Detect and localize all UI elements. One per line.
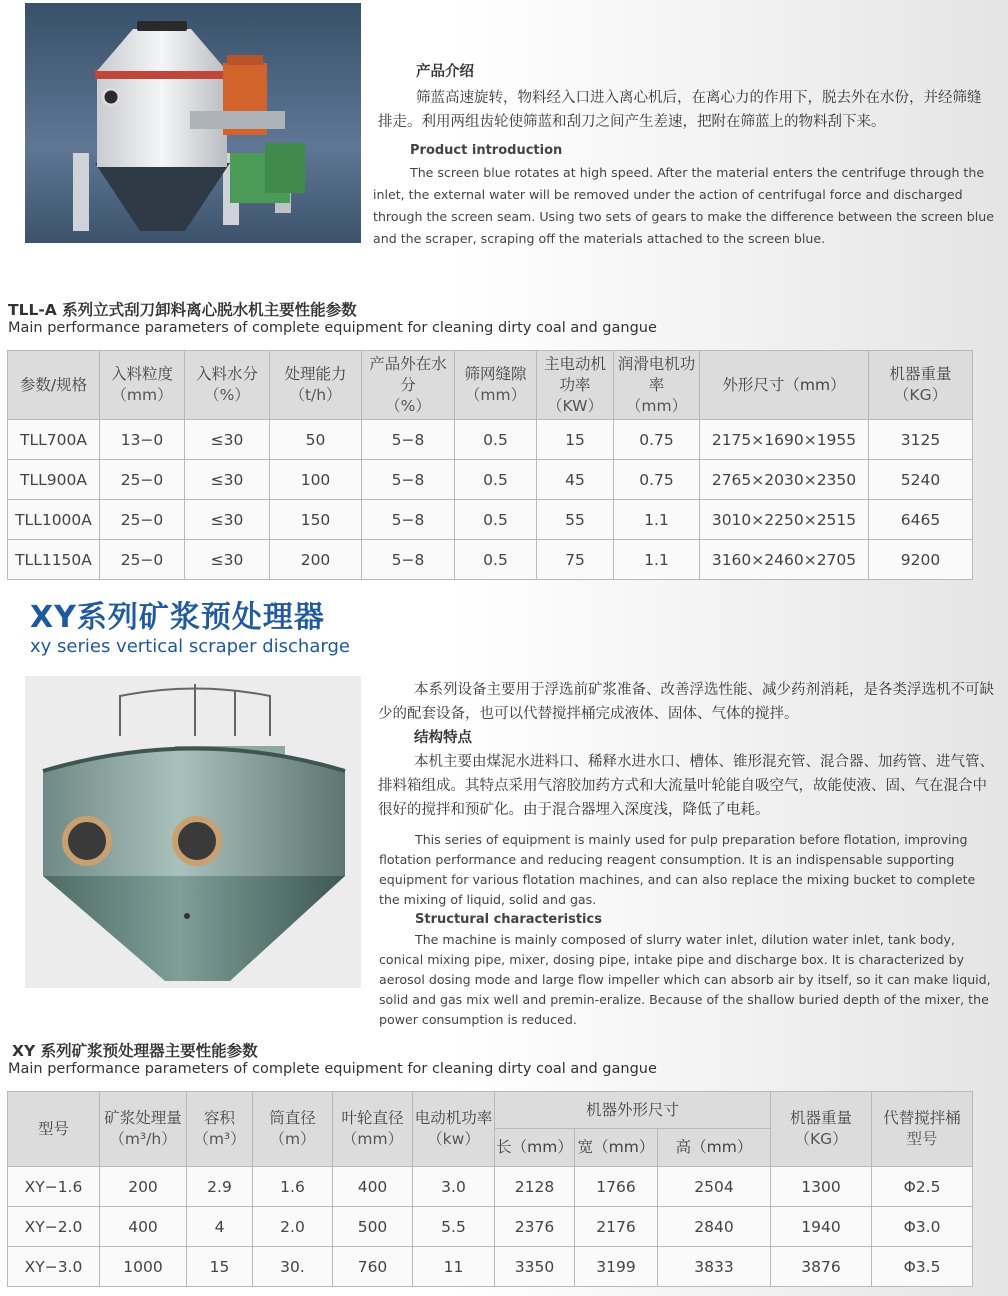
product-intro-cn xyxy=(378,60,993,134)
product-intro-en-title: Product introduction xyxy=(410,143,563,158)
xy-desc-en-heading: Structural characteristics xyxy=(415,912,602,927)
table-cell: 25−0 xyxy=(100,500,185,540)
xy-section-subtitle: xy series vertical scraper discharge xyxy=(30,636,350,657)
table-cell: 2840 xyxy=(658,1207,771,1247)
col-header: 代替搅拌桶 型号 xyxy=(872,1092,973,1167)
col-header: 宽（mm） xyxy=(575,1129,658,1167)
table-cell: 5−8 xyxy=(362,540,455,580)
table-cell: 0.5 xyxy=(455,460,537,500)
col-header: 产品外在水分 （%） xyxy=(362,351,455,420)
product-intro-en-text: The screen blue rotates at high speed. After the material enters the centrifuge through the inlet, the external water will be removed under the action of centrifugal force and discharged through the screen seam. Using two sets of gears to make the difference between the screen blue and the scraper, scraping off the materials attached to the screen blue. xyxy=(373,165,995,246)
col-header: 入料粒度 （mm） xyxy=(100,351,185,420)
table-cell: 5.5 xyxy=(413,1207,495,1247)
xy-desc-cn-heading: 结构特点 xyxy=(414,730,472,746)
table-cell: Φ3.0 xyxy=(872,1207,973,1247)
col-header: 处理能力 （t/h） xyxy=(270,351,362,420)
table-header-row xyxy=(8,351,973,420)
table2-title-en: Main performance parameters of complete equipment for cleaning dirty coal and gangue xyxy=(8,1061,657,1077)
xy-description-cn xyxy=(378,678,995,822)
col-header: 容积 （m³） xyxy=(187,1092,253,1167)
table-cell: 50 xyxy=(270,420,362,460)
table-cell: 75 xyxy=(537,540,614,580)
table-cell: 1940 xyxy=(771,1207,872,1247)
table-cell: 2504 xyxy=(658,1167,771,1207)
table-cell: TLL1150A xyxy=(8,540,100,580)
table-cell: XY−2.0 xyxy=(8,1207,100,1247)
table-cell: TLL1000A xyxy=(8,500,100,540)
product-intro-en xyxy=(373,140,995,250)
col-header: 高（mm） xyxy=(658,1129,771,1167)
table-cell: 400 xyxy=(100,1207,187,1247)
col-header: 长（mm） xyxy=(495,1129,575,1167)
table-row xyxy=(8,500,973,540)
table-row xyxy=(8,420,973,460)
table-cell: 3199 xyxy=(575,1247,658,1287)
table-row xyxy=(8,1247,973,1287)
table-cell: 6465 xyxy=(869,500,973,540)
table-cell: ≤30 xyxy=(185,500,270,540)
xy-desc-en-p2: The machine is mainly composed of slurry water inlet, dilution water inlet, tank body, conical mixing pipe, mixer, dosing pipe, intake pipe and discharge box. It is characterized by aerosol dosing mode and large flow impeller which can absorb air by itself, so it can make liquid, solid and gas mix well and premin-eralize. Because of the shallow buried depth of the mixer, the power consumption is reduced. xyxy=(379,932,991,1027)
table-cell: XY−3.0 xyxy=(8,1247,100,1287)
table-cell: 1.6 xyxy=(253,1167,333,1207)
col-header: 筛网缝隙 （mm） xyxy=(455,351,537,420)
table-cell: 2175×1690×1955 xyxy=(700,420,869,460)
table-cell: 15 xyxy=(537,420,614,460)
table-row xyxy=(8,1207,973,1247)
table-cell: 3350 xyxy=(495,1247,575,1287)
table1-title-en: Main performance parameters of complete equipment for cleaning dirty coal and gangue xyxy=(8,320,657,336)
table-cell: 1.1 xyxy=(614,540,700,580)
table-cell: 5−8 xyxy=(362,460,455,500)
col-header: 筒直径 （m） xyxy=(253,1092,333,1167)
table-cell: 1000 xyxy=(100,1247,187,1287)
table2-title-cn: XY 系列矿浆预处理器主要性能参数 xyxy=(12,1042,258,1060)
table-cell: TLL700A xyxy=(8,420,100,460)
table-cell: 2765×2030×2350 xyxy=(700,460,869,500)
table-cell: Φ3.5 xyxy=(872,1247,973,1287)
table-cell: ≤30 xyxy=(185,540,270,580)
table-row xyxy=(8,1167,973,1207)
table-cell: 3010×2250×2515 xyxy=(700,500,869,540)
table-cell: 0.5 xyxy=(455,500,537,540)
table-cell: 3876 xyxy=(771,1247,872,1287)
table-cell: 1766 xyxy=(575,1167,658,1207)
table-cell: 3.0 xyxy=(413,1167,495,1207)
table-cell: 500 xyxy=(333,1207,413,1247)
col-header: 机器外形尺寸 xyxy=(495,1092,771,1129)
xy-section-title: XY系列矿浆预处理器 xyxy=(30,600,325,635)
table-cell: 15 xyxy=(187,1247,253,1287)
tll-spec-table xyxy=(7,350,973,580)
table-cell: XY−1.6 xyxy=(8,1167,100,1207)
table-cell: 25−0 xyxy=(100,540,185,580)
table-cell: 0.5 xyxy=(455,540,537,580)
table-cell: TLL900A xyxy=(8,460,100,500)
col-header: 参数/规格 xyxy=(8,351,100,420)
product-intro-cn-text: 筛蓝高速旋转，物料经入口进入离心机后，在离心力的作用下，脱去外在水份，并经筛缝排走。利用两组齿轮使筛蓝和刮刀之间产生差速，把附在筛蓝上的物料刮下来。 xyxy=(378,90,982,130)
col-header: 叶轮直径 （mm） xyxy=(333,1092,413,1167)
table-cell: 200 xyxy=(270,540,362,580)
table-cell: 400 xyxy=(333,1167,413,1207)
table-header-row xyxy=(8,1092,973,1129)
xy-desc-en-p1: This series of equipment is mainly used for pulp preparation before flotation, improving flotation performance and reducing reagent consumption. It is an indispensable supporting equipment for various flotation machines, and can also replace the mixing bucket to complete the mixing of liquid, solid and gas. xyxy=(379,832,976,907)
table-cell: 2.9 xyxy=(187,1167,253,1207)
table-cell: ≤30 xyxy=(185,460,270,500)
col-header: 外形尺寸（mm） xyxy=(700,351,869,420)
table-cell: 2176 xyxy=(575,1207,658,1247)
table-cell: 45 xyxy=(537,460,614,500)
table-cell: 3125 xyxy=(869,420,973,460)
table-cell: 25−0 xyxy=(100,460,185,500)
table-cell: 3160×2460×2705 xyxy=(700,540,869,580)
product-intro-cn-title: 产品介绍 xyxy=(416,64,474,80)
xy-description-en xyxy=(379,830,997,1030)
table-cell: 100 xyxy=(270,460,362,500)
xy-spec-table xyxy=(7,1091,973,1287)
table-cell: 0.75 xyxy=(614,460,700,500)
xy-tank-photo xyxy=(25,676,361,988)
col-header: 机器重量 （KG） xyxy=(869,351,973,420)
col-header: 润滑电机功率 （mm） xyxy=(614,351,700,420)
table-cell: 1.1 xyxy=(614,500,700,540)
table-cell: 13−0 xyxy=(100,420,185,460)
table-cell: Φ2.5 xyxy=(872,1167,973,1207)
table-cell: 760 xyxy=(333,1247,413,1287)
col-header: 机器重量 （KG） xyxy=(771,1092,872,1167)
table-cell: 0.75 xyxy=(614,420,700,460)
table-cell: 55 xyxy=(537,500,614,540)
table-row xyxy=(8,540,973,580)
col-header: 电动机功率 （kw） xyxy=(413,1092,495,1167)
table-cell: 2128 xyxy=(495,1167,575,1207)
table-cell: 30. xyxy=(253,1247,333,1287)
xy-desc-cn-p2: 本机主要由煤泥水进料口、稀释水进水口、槽体、锥形混充管、混合器、加药管、进气管、排料箱组成。其特点采用气溶胶加药方式和大流量叶轮能自吸空气，故能使液、固、气在混合中很好的搅拌和预矿化。由于混合器埋入深度浅，降低了电耗。 xyxy=(378,754,994,818)
table-cell: 1300 xyxy=(771,1167,872,1207)
xy-desc-cn-p1: 本系列设备主要用于浮选前矿浆准备、改善浮选性能、减少药剂消耗，是各类浮选机不可缺少的配套设备，也可以代替搅拌桶完成液体、固体、气体的搅拌。 xyxy=(378,682,994,722)
table-cell: 5240 xyxy=(869,460,973,500)
table-cell: 11 xyxy=(413,1247,495,1287)
col-header: 型号 xyxy=(8,1092,100,1167)
table-cell: ≤30 xyxy=(185,420,270,460)
table-row xyxy=(8,460,973,500)
centrifuge-photo xyxy=(25,3,361,243)
table-cell: 4 xyxy=(187,1207,253,1247)
col-header: 入料水分 （%） xyxy=(185,351,270,420)
col-header: 主电动机功率 （KW） xyxy=(537,351,614,420)
table-cell: 9200 xyxy=(869,540,973,580)
table-cell: 2.0 xyxy=(253,1207,333,1247)
table-cell: 150 xyxy=(270,500,362,540)
table-cell: 5−8 xyxy=(362,420,455,460)
col-header: 矿浆处理量 （m³/h） xyxy=(100,1092,187,1167)
table1-title-cn: TLL-A 系列立式刮刀卸料离心脱水机主要性能参数 xyxy=(8,301,357,319)
table-cell: 200 xyxy=(100,1167,187,1207)
table-cell: 5−8 xyxy=(362,500,455,540)
table-cell: 3833 xyxy=(658,1247,771,1287)
table-cell: 0.5 xyxy=(455,420,537,460)
table-cell: 2376 xyxy=(495,1207,575,1247)
